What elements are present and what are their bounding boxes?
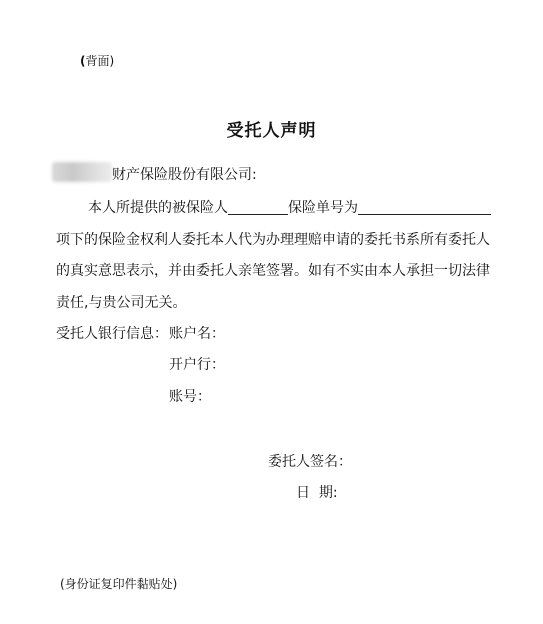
document-title: 受托人声明: [226, 121, 317, 141]
addressee: 财产保险股份有限公司:: [112, 167, 257, 183]
statement-line-4: 责任,与贵公司无关。: [56, 295, 187, 311]
back-label-paren: (: [80, 54, 86, 68]
back-label-text: 背面): [85, 54, 115, 68]
back-side-label: [80, 52, 114, 69]
statement-part-2: 保险单号为: [288, 200, 358, 216]
signature-label: 委托人签名：: [268, 454, 352, 470]
account-number-label: 账号：: [169, 389, 211, 405]
statement-line-3: 的真实意思表示，并由委托人亲笔签署。如有不实由本人承担一切法律: [56, 263, 490, 279]
policy-number-blank: [358, 200, 491, 215]
statement-line-1: [88, 197, 491, 217]
bank-label: 开户行：: [169, 357, 225, 373]
redacted-company-name: [52, 162, 112, 182]
statement-line-2: 项下的保险金权利人委托本人代为办理理赔申请的委托书系所有委托人: [56, 232, 490, 248]
date-label: 日 期:: [296, 485, 338, 501]
id-copy-attach-area-label: (身份证复印件黏贴处): [60, 577, 178, 591]
statement-part-1: 本人所提供的被保险人: [88, 200, 228, 216]
insured-name-blank: [228, 200, 288, 215]
account-name-label: 账户名：: [169, 326, 225, 342]
bank-info-label: 受托人银行信息：: [56, 326, 168, 342]
